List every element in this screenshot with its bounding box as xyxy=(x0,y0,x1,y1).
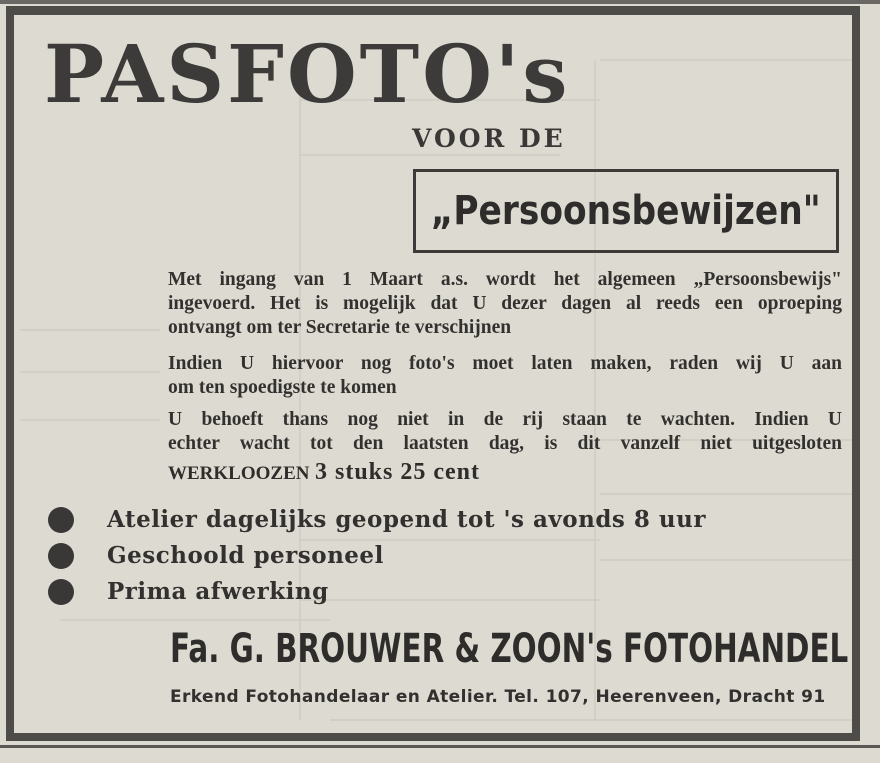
advert-title: PASFOTO's xyxy=(44,27,571,121)
advert-subtitle: VOOR DE xyxy=(412,124,566,153)
paragraph-queue xyxy=(168,408,842,456)
feature-label: Prima afwerking xyxy=(107,578,329,605)
feature-label: Geschoold personeel xyxy=(107,542,384,569)
offer-label: WERKLOOZEN xyxy=(168,463,310,484)
paragraph-advice xyxy=(168,352,842,400)
feature-item xyxy=(48,542,384,569)
feature-label: Atelier dagelijks geopend tot 's avonds 8 uur xyxy=(107,506,706,533)
text-line: om ten spoedigste te komen xyxy=(168,377,397,398)
text-line: echter wacht tot den laatsten dag, is dit vanzelf niet uitgesloten xyxy=(168,433,842,454)
bullet-dot-icon xyxy=(48,579,74,605)
offer-price: 3 stuks 25 cent xyxy=(314,459,480,485)
paragraph-introduction xyxy=(168,268,842,340)
text-line: Indien U hiervoor nog foto's moet laten maken, raden wij U aan xyxy=(168,353,842,374)
feature-item xyxy=(48,506,706,533)
bottom-rule xyxy=(0,745,880,748)
company-address: Erkend Fotohandelaar en Atelier. Tel. 107, Heerenveen, Dracht 91 xyxy=(170,687,826,707)
highlight-text: „Persoonsbewijzen" xyxy=(431,188,821,234)
top-rule xyxy=(0,0,880,4)
bullet-dot-icon xyxy=(48,507,74,533)
highlight-box xyxy=(413,169,839,253)
bullet-dot-icon xyxy=(48,543,74,569)
text-line: ingevoerd. Het is mogelijk dat U dezer dagen al reeds een oproeping xyxy=(168,293,842,314)
company-name: Fa. G. BROUWER & ZOON's FOTOHANDEL xyxy=(170,626,849,672)
text-line: U behoeft thans nog niet in de rij staan te wachten. Indien U xyxy=(168,409,842,430)
unemployed-offer xyxy=(168,459,480,486)
text-line: Met ingang van 1 Maart a.s. wordt het algemeen „Persoonsbewijs" xyxy=(168,269,842,290)
feature-item xyxy=(48,578,329,605)
text-line: ontvangt om ter Secretarie te verschijnen xyxy=(168,317,512,338)
